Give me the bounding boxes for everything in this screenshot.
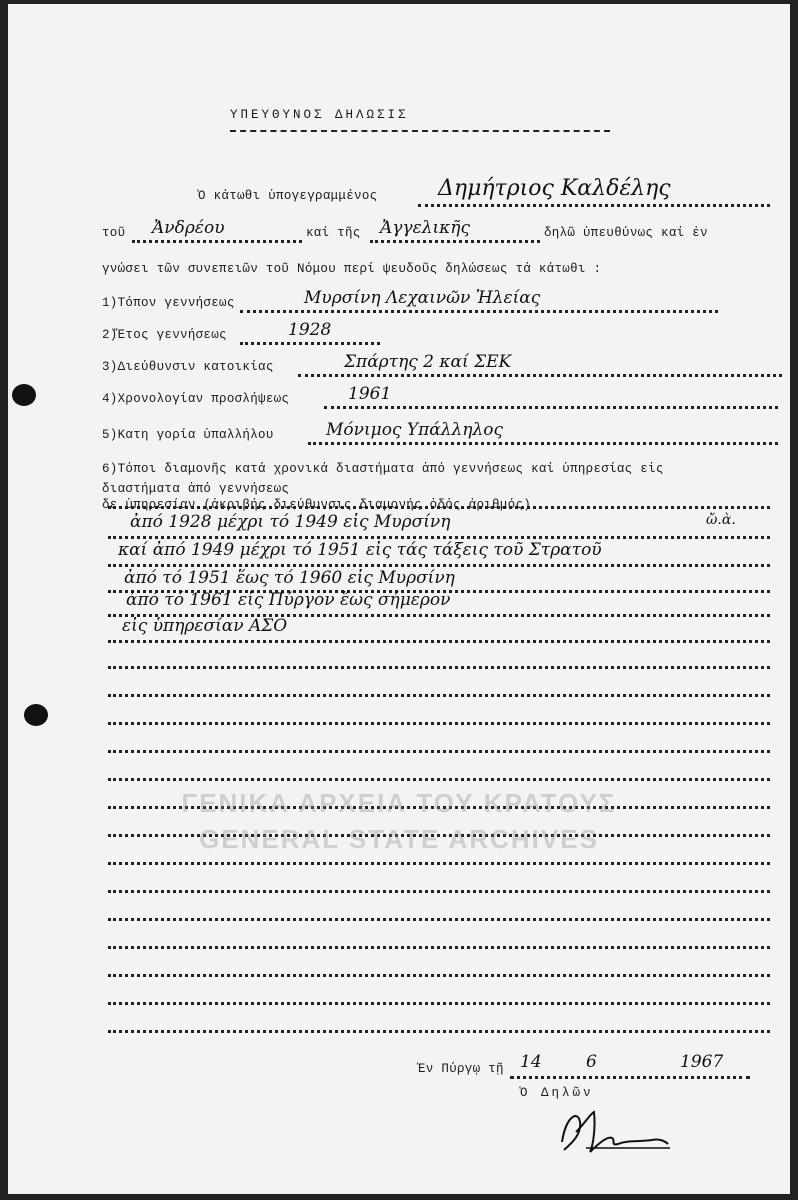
declarant-name: Δημήτριος Καλδέλης	[438, 176, 671, 201]
statement-text: δηλῶ ὑπευθύνως καί ἐν	[544, 226, 708, 240]
residence-entry: ἀπό τό 1961 εἰς Πύργον ἕως σήμερον	[126, 590, 451, 610]
archive-watermark-line1: ΓΕΝΙΚΑ ΑΡΧΕΙΑ ΤΟΥ ΚΡΑΤΟΥΣ	[181, 788, 617, 818]
punch-hole	[24, 704, 48, 726]
document-title: ΥΠΕΥΘΥΝΟΣ ΔΗΛΩΣΙΣ	[230, 108, 409, 122]
mother-name: Ἀγγελικῆς	[380, 218, 471, 238]
date-year: 1967	[680, 1052, 724, 1072]
fill-line	[132, 240, 302, 243]
field-birthyear-label: 2)Ἔτος γεννήσεως	[102, 328, 227, 342]
fill-line	[108, 666, 770, 669]
field-hire-date-value: 1961	[348, 384, 392, 404]
residence-entry: ἀπό 1928 μέχρι τό 1949 εἰς Μυρσίνη	[130, 512, 451, 532]
field-category-value: Μόνιμος Υπάλληλος	[326, 420, 503, 440]
residence-entry: εἰς ὑπηρεσίαν ΑΣΟ	[122, 616, 288, 636]
fill-line	[418, 204, 770, 207]
field-birthplace-label: 1)Τόπον γεννήσεως	[102, 296, 235, 310]
father-prefix: τοῦ	[102, 226, 126, 240]
fill-line	[108, 1030, 770, 1033]
fill-line	[108, 890, 770, 893]
mother-prefix: καί τῆς	[306, 226, 361, 240]
intro-label: Ὁ κάτωθι ὑπογεγραμμένος	[198, 189, 378, 203]
fill-line	[324, 406, 778, 409]
place-prefix: Ἐν Πύργῳ τῇ	[418, 1062, 504, 1076]
fill-line	[370, 240, 540, 243]
signature-image	[556, 1102, 676, 1158]
fill-line	[240, 310, 718, 313]
margin-note: ὤ.ὰ.	[706, 512, 736, 528]
statement-continued: γνώσει τῶν συνεπειῶν τοῦ Νόμου περί ψευδοῦς δηλώσεως τά κάτωθι :	[102, 262, 602, 276]
father-name: Ἀνδρέου	[152, 218, 225, 238]
field-birthyear-value: 1928	[288, 320, 332, 340]
field-birthplace-value: Μυρσίνη Λεχαινῶν Ἠλείας	[304, 288, 541, 308]
date-day: 14	[520, 1052, 542, 1072]
section6-label-line2: διαστήματα ἀπό γεννήσεως	[102, 482, 290, 496]
field-category-label: 5)Κατη γορία ὑπαλλήλου	[102, 428, 274, 442]
fill-line	[240, 342, 380, 345]
section6-label-line1: 6)Τόποι διαμονῆς κατά χρονικά διαστήματα ἀπό γεννήσεως καί ὑπηρεσίας εἰς	[102, 462, 664, 476]
fill-line	[510, 1076, 750, 1079]
residence-entry: καί ἀπό 1949 μέχρι τό 1951 εἰς τάς τάξεις τοῦ Στρατοῦ	[118, 540, 602, 560]
fill-line	[108, 564, 770, 567]
date-month: 6	[586, 1052, 597, 1072]
fill-line	[108, 694, 770, 697]
fill-line	[108, 536, 770, 539]
fill-line	[108, 722, 770, 725]
section6-label-line3: δε ὑπηρεσίαν (ἀκριβής διεύθυνσις διαμονής ὁδός ἀριθμός)	[102, 498, 532, 512]
fill-line	[298, 374, 782, 377]
fill-line	[108, 1002, 770, 1005]
fill-line	[108, 778, 770, 781]
fill-line	[108, 862, 770, 865]
archive-watermark-line2: GENERAL STATE ARCHIVES	[199, 824, 599, 854]
fill-line	[308, 442, 778, 445]
fill-line	[108, 918, 770, 921]
field-address-value: Σπάρτης 2 καί ΣΕΚ	[344, 352, 512, 372]
declarant-label: Ὁ Δηλῶν	[520, 1086, 594, 1100]
field-hire-date-label: 4)Χρονολογίαν προσλήψεως	[102, 392, 290, 406]
fill-line	[108, 946, 770, 949]
residence-entry: ἀπό τό 1951 ἕως τό 1960 εἰς Μυρσίνη	[124, 568, 455, 588]
punch-hole	[12, 384, 36, 406]
title-underline	[230, 130, 610, 132]
fill-line	[108, 640, 770, 643]
fill-line	[108, 974, 770, 977]
field-address-label: 3)Διεύθυνσιν κατοικίας	[102, 360, 274, 374]
fill-line	[108, 506, 770, 509]
document-page	[8, 4, 790, 1194]
fill-line	[108, 750, 770, 753]
